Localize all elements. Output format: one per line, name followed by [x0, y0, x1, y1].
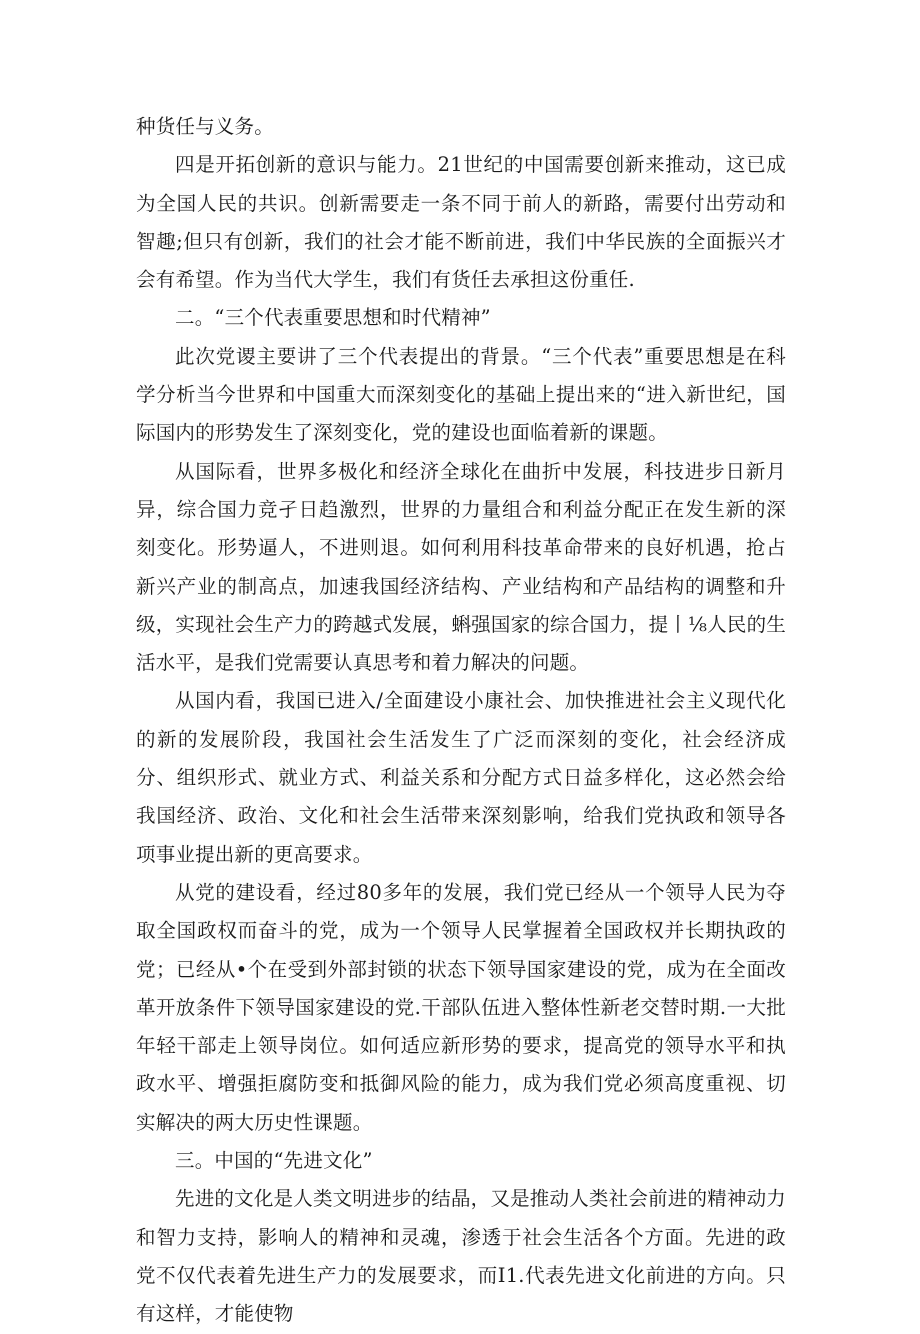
paragraph-advanced-culture: 先进的文化是人类文明进步的结晶，又是推动人类社会前进的精神动力和智力支持，影响人的精神和灵魂，渗透于社会生活各个方面。先进的政党不仅代表着先进生产力的发展要求，而I1.代表先进文化前进的方向。只有这样，才能使物	[136, 1187, 786, 1326]
paragraph-party-building: 从党的建设看，经过80多年的发展，我们党已经从一个领导人民为夺取全国政权而奋斗的党，成为一个领导人民掌握着全国政权并长期执政的党；已经从•个在受到外部封锁的状态下领导国家建设的党，成为在全面改革开放条件下领导国家建设的党.干部队伍进入整体性新老交替时期.一大批年轻干部走上领导岗位。如何适应新形势的要求，提高党的领导水平和执政水平、增强拒腐防变和抵御风险的能力，成为我们党必须高度重视、切实解决的两大历史性课题。	[136, 880, 786, 1134]
paragraph-international: 从国际看，世界多极化和经济全球化在曲折中发展，科技进步日新月异，综合国力竞孑日趋激烈，世界的力量组合和利益分配正在发生新的深刻变化。形势逼人，不进则退。如何利用科技革命带来的良好机遇，抢占新兴产业的制高点，加速我国经济结构、产业结构和产品结构的调整和升级，实现社会生产力的跨越式发展，蝌强国家的综合国力，提丨⅛人民的生活水平，是我们党需要认真思考和着力解决的问题。	[136, 459, 786, 675]
section-heading-two: 二。“三个代表重要思想和时代精神”	[175, 306, 491, 330]
paragraph-continuation: 种货任与义务。	[136, 115, 274, 138]
document-body	[136, 108, 786, 1334]
paragraph-domestic: 从国内看，我国已进入/全面建设小康社会、加快推进社会主义现代化的新的发展阶段，我国社会生活发生了广泛而深刻的变化，社会经济成分、组织形式、就业方式、利益关系和分配方式日益多样化，这必然会给我国经济、政治、文化和社会生活带来深刻影响，给我们党执政和领导各项事业提出新的更高要求。	[136, 689, 786, 866]
paragraph-innovation: 四是开拓创新的意识与能力。21世纪的中国需要创新来推动，这已成为全国人民的共识。创新需要走一条不同于前人的新路，需要付出劳动和智趣;但只有创新，我们的社会才能不断前进，我们中华民族的全面振兴才会有希望。作为当代大学生，我们有货任去承担这份重任.	[136, 153, 786, 292]
section-heading-three: 三。中国的“先进文化”	[175, 1149, 373, 1173]
paragraph-background: 此次党谡主要讲了三个代表提出的背景。“三个代表”重要思想是在科学分析当今世界和中国重大而深刻变化的基础上提出来的“进入新世纪，国际国内的形势发生了深刻变化，党的建设也面临着新的课题。	[136, 344, 786, 445]
